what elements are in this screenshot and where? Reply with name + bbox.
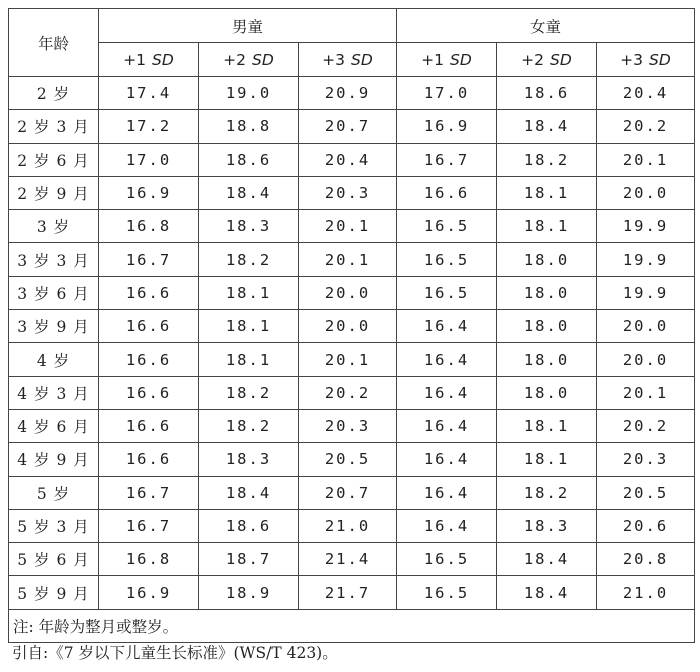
boys-sd3-cell: 21.7 bbox=[299, 576, 397, 609]
boys-sd1-cell: 16.9 bbox=[99, 176, 199, 209]
girls-sd3-cell: 20.4 bbox=[597, 77, 695, 110]
girls-sd1-cell: 16.4 bbox=[397, 409, 497, 442]
boys-sd3-cell: 20.7 bbox=[299, 110, 397, 143]
boys-sd3-cell: 20.5 bbox=[299, 443, 397, 476]
boys-sd1-cell: 17.2 bbox=[99, 110, 199, 143]
boys-sd1-cell: 16.7 bbox=[99, 509, 199, 542]
girls-sd2-cell: 18.2 bbox=[497, 476, 597, 509]
boys-sd3-header: +3 SD bbox=[299, 43, 397, 77]
table-row bbox=[9, 243, 695, 276]
boys-sd2-cell: 19.0 bbox=[199, 77, 299, 110]
age-cell: 2 岁 6 月 bbox=[9, 143, 99, 176]
table-row bbox=[9, 543, 695, 576]
girls-sd3-cell: 20.3 bbox=[597, 443, 695, 476]
girls-sd3-cell: 20.0 bbox=[597, 343, 695, 376]
boys-sd1-header: +1 SD bbox=[99, 43, 199, 77]
girls-sd3-cell: 20.1 bbox=[597, 143, 695, 176]
table-row bbox=[9, 310, 695, 343]
boys-sd2-cell: 18.3 bbox=[199, 443, 299, 476]
boys-sd3-cell: 20.2 bbox=[299, 376, 397, 409]
girls-sd2-header: +2 SD bbox=[497, 43, 597, 77]
growth-standard-table bbox=[8, 8, 695, 643]
girls-sd3-cell: 19.9 bbox=[597, 210, 695, 243]
table-row bbox=[9, 576, 695, 609]
girls-sd1-cell: 16.4 bbox=[397, 509, 497, 542]
age-cell: 3 岁 6 月 bbox=[9, 276, 99, 309]
age-column-header: 年龄 bbox=[9, 9, 99, 77]
girls-sd3-cell: 21.0 bbox=[597, 576, 695, 609]
boys-sd1-cell: 16.6 bbox=[99, 376, 199, 409]
girls-sd3-cell: 19.9 bbox=[597, 243, 695, 276]
girls-sd1-cell: 16.5 bbox=[397, 243, 497, 276]
age-cell: 3 岁 9 月 bbox=[9, 310, 99, 343]
boys-sd2-cell: 18.6 bbox=[199, 509, 299, 542]
girls-sd3-cell: 20.6 bbox=[597, 509, 695, 542]
boys-sd3-cell: 20.0 bbox=[299, 310, 397, 343]
table-body bbox=[9, 77, 695, 610]
age-cell: 4 岁 6 月 bbox=[9, 409, 99, 442]
boys-sd2-cell: 18.4 bbox=[199, 476, 299, 509]
boys-sd3-cell: 20.0 bbox=[299, 276, 397, 309]
girls-sd1-header: +1 SD bbox=[397, 43, 497, 77]
girls-sd2-cell: 18.1 bbox=[497, 176, 597, 209]
girls-sd3-cell: 20.0 bbox=[597, 176, 695, 209]
girls-sd1-cell: 16.4 bbox=[397, 443, 497, 476]
header-row-sd bbox=[9, 43, 695, 77]
table-row bbox=[9, 343, 695, 376]
boys-sd1-cell: 17.0 bbox=[99, 143, 199, 176]
table-row bbox=[9, 110, 695, 143]
age-cell: 2 岁 9 月 bbox=[9, 176, 99, 209]
girls-sd3-cell: 20.2 bbox=[597, 110, 695, 143]
citation-text: 引自:《7 岁以下儿童生长标准》(WS/T 423)。 bbox=[12, 644, 338, 662]
boys-sd2-cell: 18.1 bbox=[199, 343, 299, 376]
age-cell: 4 岁 3 月 bbox=[9, 376, 99, 409]
age-cell: 2 岁 bbox=[9, 77, 99, 110]
girls-sd1-cell: 16.5 bbox=[397, 210, 497, 243]
girls-sd1-cell: 16.9 bbox=[397, 110, 497, 143]
table-row bbox=[9, 409, 695, 442]
girls-sd3-cell: 20.1 bbox=[597, 376, 695, 409]
boys-sd3-cell: 20.3 bbox=[299, 176, 397, 209]
age-cell: 5 岁 6 月 bbox=[9, 543, 99, 576]
boys-sd2-cell: 18.2 bbox=[199, 409, 299, 442]
girls-sd2-cell: 18.3 bbox=[497, 509, 597, 542]
boys-sd1-cell: 16.6 bbox=[99, 443, 199, 476]
boys-sd1-cell: 16.6 bbox=[99, 310, 199, 343]
age-cell: 4 岁 bbox=[9, 343, 99, 376]
boys-group-header: 男童 bbox=[99, 9, 397, 43]
boys-sd3-cell: 20.1 bbox=[299, 243, 397, 276]
girls-sd3-cell: 19.9 bbox=[597, 276, 695, 309]
boys-sd1-cell: 16.8 bbox=[99, 210, 199, 243]
table-row bbox=[9, 143, 695, 176]
boys-sd2-cell: 18.2 bbox=[199, 243, 299, 276]
girls-sd2-cell: 18.0 bbox=[497, 310, 597, 343]
boys-sd1-cell: 16.8 bbox=[99, 543, 199, 576]
boys-sd1-cell: 16.7 bbox=[99, 476, 199, 509]
boys-sd3-cell: 21.0 bbox=[299, 509, 397, 542]
girls-sd1-cell: 16.5 bbox=[397, 543, 497, 576]
boys-sd2-cell: 18.8 bbox=[199, 110, 299, 143]
girls-sd1-cell: 16.5 bbox=[397, 276, 497, 309]
boys-sd1-cell: 16.7 bbox=[99, 243, 199, 276]
boys-sd1-cell: 16.6 bbox=[99, 276, 199, 309]
note-row bbox=[9, 609, 695, 642]
header-row-groups bbox=[9, 9, 695, 43]
boys-sd1-cell: 16.6 bbox=[99, 409, 199, 442]
table-row bbox=[9, 376, 695, 409]
age-cell: 3 岁 3 月 bbox=[9, 243, 99, 276]
girls-sd1-cell: 16.6 bbox=[397, 176, 497, 209]
girls-sd2-cell: 18.1 bbox=[497, 443, 597, 476]
boys-sd2-cell: 18.4 bbox=[199, 176, 299, 209]
table-row bbox=[9, 176, 695, 209]
girls-sd1-cell: 16.4 bbox=[397, 343, 497, 376]
girls-sd2-cell: 18.2 bbox=[497, 143, 597, 176]
boys-sd1-cell: 16.6 bbox=[99, 343, 199, 376]
boys-sd3-cell: 20.4 bbox=[299, 143, 397, 176]
boys-sd2-cell: 18.2 bbox=[199, 376, 299, 409]
table-row bbox=[9, 443, 695, 476]
table-row bbox=[9, 476, 695, 509]
girls-sd3-cell: 20.5 bbox=[597, 476, 695, 509]
boys-sd3-cell: 20.9 bbox=[299, 77, 397, 110]
boys-sd2-cell: 18.7 bbox=[199, 543, 299, 576]
table-note: 注: 年龄为整月或整岁。 bbox=[9, 609, 695, 642]
boys-sd3-cell: 20.7 bbox=[299, 476, 397, 509]
girls-sd3-cell: 20.8 bbox=[597, 543, 695, 576]
table-row bbox=[9, 77, 695, 110]
boys-sd2-cell: 18.9 bbox=[199, 576, 299, 609]
boys-sd2-cell: 18.6 bbox=[199, 143, 299, 176]
girls-sd3-header: +3 SD bbox=[597, 43, 695, 77]
girls-sd1-cell: 17.0 bbox=[397, 77, 497, 110]
girls-sd2-cell: 18.0 bbox=[497, 243, 597, 276]
table-row bbox=[9, 509, 695, 542]
girls-sd1-cell: 16.5 bbox=[397, 576, 497, 609]
girls-group-header: 女童 bbox=[397, 9, 695, 43]
boys-sd3-cell: 20.3 bbox=[299, 409, 397, 442]
girls-sd1-cell: 16.4 bbox=[397, 376, 497, 409]
girls-sd2-cell: 18.0 bbox=[497, 276, 597, 309]
girls-sd2-cell: 18.0 bbox=[497, 376, 597, 409]
table-row bbox=[9, 210, 695, 243]
table-row bbox=[9, 276, 695, 309]
boys-sd2-cell: 18.1 bbox=[199, 276, 299, 309]
girls-sd1-cell: 16.7 bbox=[397, 143, 497, 176]
girls-sd2-cell: 18.4 bbox=[497, 576, 597, 609]
girls-sd1-cell: 16.4 bbox=[397, 310, 497, 343]
girls-sd2-cell: 18.6 bbox=[497, 77, 597, 110]
age-cell: 2 岁 3 月 bbox=[9, 110, 99, 143]
boys-sd3-cell: 21.4 bbox=[299, 543, 397, 576]
girls-sd1-cell: 16.4 bbox=[397, 476, 497, 509]
girls-sd3-cell: 20.0 bbox=[597, 310, 695, 343]
boys-sd3-cell: 20.1 bbox=[299, 343, 397, 376]
boys-sd1-cell: 16.9 bbox=[99, 576, 199, 609]
girls-sd2-cell: 18.0 bbox=[497, 343, 597, 376]
age-cell: 4 岁 9 月 bbox=[9, 443, 99, 476]
age-cell: 3 岁 bbox=[9, 210, 99, 243]
girls-sd2-cell: 18.1 bbox=[497, 210, 597, 243]
age-cell: 5 岁 9 月 bbox=[9, 576, 99, 609]
boys-sd2-cell: 18.3 bbox=[199, 210, 299, 243]
boys-sd3-cell: 20.1 bbox=[299, 210, 397, 243]
age-cell: 5 岁 3 月 bbox=[9, 509, 99, 542]
boys-sd2-header: +2 SD bbox=[199, 43, 299, 77]
girls-sd3-cell: 20.2 bbox=[597, 409, 695, 442]
boys-sd2-cell: 18.1 bbox=[199, 310, 299, 343]
age-cell: 5 岁 bbox=[9, 476, 99, 509]
girls-sd2-cell: 18.4 bbox=[497, 110, 597, 143]
girls-sd2-cell: 18.4 bbox=[497, 543, 597, 576]
boys-sd1-cell: 17.4 bbox=[99, 77, 199, 110]
girls-sd2-cell: 18.1 bbox=[497, 409, 597, 442]
